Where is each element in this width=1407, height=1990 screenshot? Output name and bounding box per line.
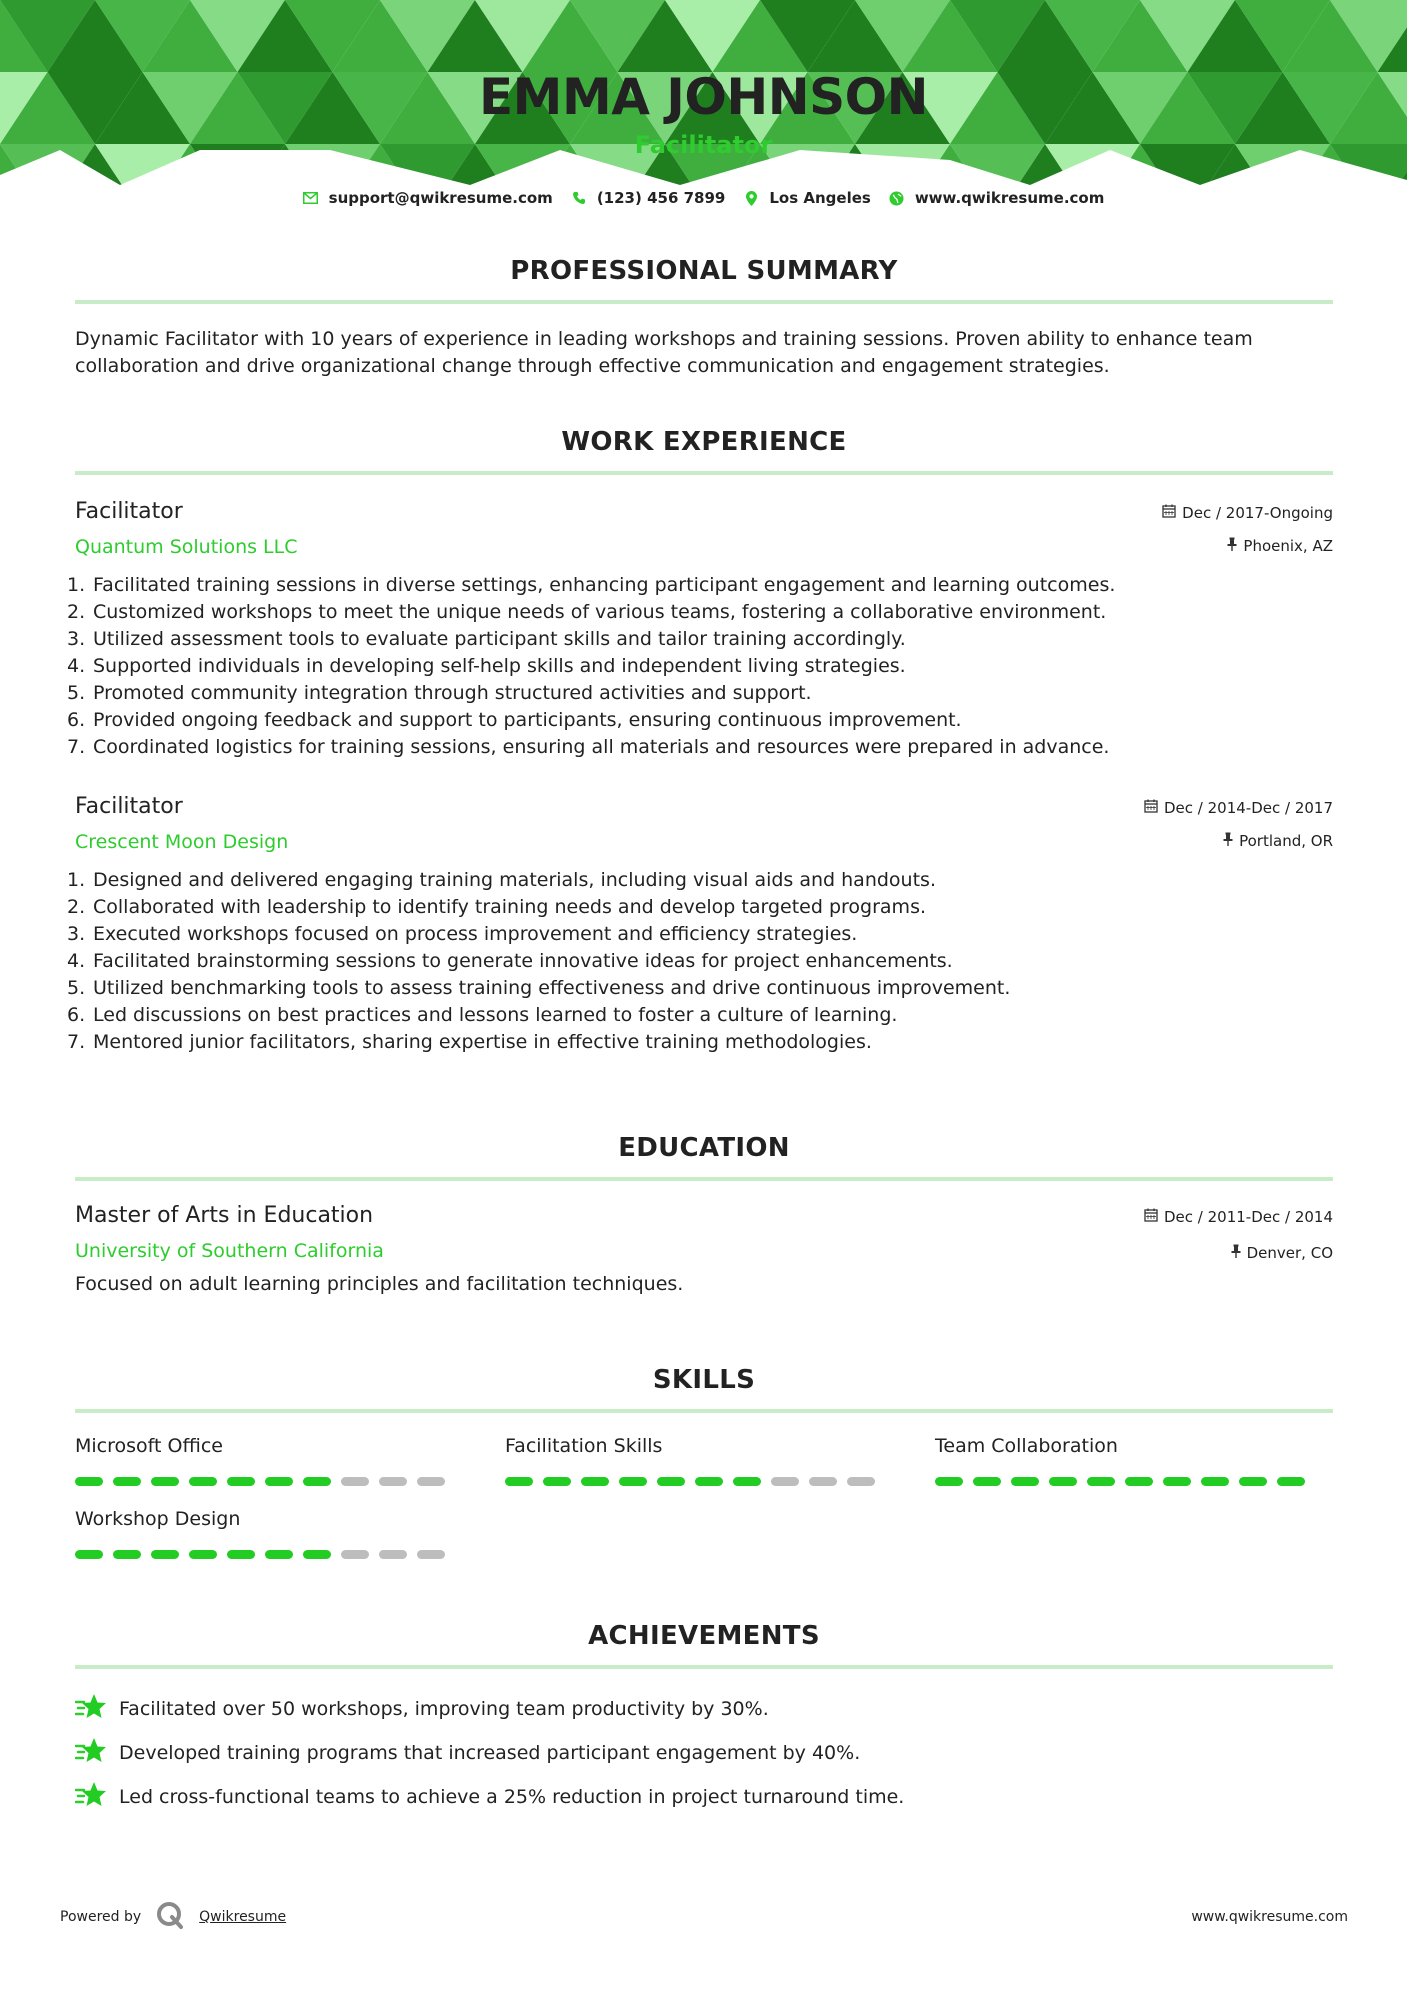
bullet-text: Promoted community integration through structured activities and support. [93, 682, 812, 704]
calendar-icon [1144, 799, 1158, 817]
bullet-text: Utilized assessment tools to evaluate participant skills and tailor training accordingly. [93, 628, 906, 650]
job-bullet-item [67, 921, 1333, 948]
skill-dash-filled [581, 1477, 609, 1486]
education-dates-text: Dec / 2011-Dec / 2014 [1164, 1208, 1333, 1226]
location-text: Los Angeles [769, 189, 871, 207]
bullet-text: Executed workshops focused on process improvement and efficiency strategies. [93, 923, 858, 945]
bullet-number: 3. [67, 628, 86, 650]
star-icon [75, 1736, 107, 1770]
bullet-text: Mentored junior facilitators, sharing expertise in effective training methodologies. [93, 1031, 872, 1053]
skill-name: Workshop Design [75, 1508, 241, 1530]
skill-dash-empty [341, 1550, 369, 1559]
skill-dash-filled [1125, 1477, 1153, 1486]
skill-dash-filled [973, 1477, 1001, 1486]
job-dates [1144, 798, 1333, 818]
pushpin-icon [1223, 832, 1233, 850]
bullet-number: 3. [67, 923, 86, 945]
education-header [75, 1203, 1333, 1263]
calendar-icon [1144, 1208, 1158, 1226]
bullet-text: Supported individuals in developing self-help skills and independent living strategies. [93, 655, 906, 677]
pushpin-icon [1227, 537, 1237, 555]
section-divider [75, 300, 1333, 304]
job-meta [1144, 794, 1333, 851]
job-company: Crescent Moon Design [75, 831, 289, 853]
job-location-text: Phoenix, AZ [1243, 537, 1333, 555]
bullet-number: 7. [67, 736, 86, 758]
skill-dash-filled [619, 1477, 647, 1486]
experience-section [67, 427, 1333, 1056]
achievement-item [75, 1687, 1333, 1731]
bullet-number: 4. [67, 950, 86, 972]
skill-level-bar [935, 1477, 1333, 1486]
envelope-icon [303, 192, 319, 204]
skill-dash-filled [695, 1477, 723, 1486]
candidate-title: Facilitator [634, 131, 773, 159]
bullet-text: Coordinated logistics for training sessions, ensuring all materials and resources were prepared in advance. [93, 736, 1110, 758]
skill-dash-empty [341, 1477, 369, 1486]
powered-by-label: Powered by [60, 1909, 142, 1925]
bullet-number: 7. [67, 1031, 86, 1053]
education-meta [1144, 1203, 1333, 1263]
job-dates [1162, 503, 1333, 523]
bullet-number: 4. [67, 655, 86, 677]
skills-heading: SKILLS [652, 1365, 756, 1395]
footer [60, 1900, 1348, 1934]
achievement-item [75, 1731, 1333, 1775]
skill-dash-filled [505, 1477, 533, 1486]
qwikresume-logo-icon [155, 1900, 185, 1934]
job-title: Facilitator [75, 499, 183, 524]
job-bullet-item [67, 626, 1333, 653]
job-bullet-item [67, 1029, 1333, 1056]
education-location [1144, 1243, 1333, 1263]
achievement-text: Facilitated over 50 workshops, improving team productivity by 30%. [119, 1698, 769, 1720]
phone-icon [571, 191, 587, 205]
job-title: Facilitator [75, 794, 183, 819]
skill-dash-empty [379, 1550, 407, 1559]
skill-dash-empty [771, 1477, 799, 1486]
education-location-text: Denver, CO [1246, 1244, 1333, 1262]
bullet-text: Collaborated with leadership to identify training needs and develop targeted programs. [93, 896, 927, 918]
education-description: Focused on adult learning principles and facilitation techniques. [75, 1273, 684, 1295]
achievements-section [75, 1621, 1333, 1819]
job-bullet-item [67, 867, 1333, 894]
job-location [1162, 536, 1333, 556]
skill-dash-filled [1049, 1477, 1077, 1486]
job-location [1144, 831, 1333, 851]
education-dates [1144, 1207, 1333, 1227]
skill-dash-filled [1277, 1477, 1305, 1486]
skill-item [505, 1435, 935, 1486]
skill-dash-filled [151, 1550, 179, 1559]
skill-level-bar [505, 1477, 935, 1486]
skill-dash-filled [303, 1550, 331, 1559]
bullet-text: Designed and delivered engaging training materials, including visual aids and handouts. [93, 869, 936, 891]
job-header [75, 794, 1333, 853]
skill-level-bar [75, 1550, 505, 1559]
skill-dash-filled [265, 1550, 293, 1559]
skill-dash-filled [303, 1477, 331, 1486]
skill-dash-filled [733, 1477, 761, 1486]
bullet-text: Facilitated training sessions in diverse settings, enhancing participant engagement and learning outcomes. [93, 574, 1116, 596]
skill-item [75, 1435, 505, 1486]
skill-dash-filled [1239, 1477, 1267, 1486]
school-name: University of Southern California [75, 1240, 384, 1262]
job-bullet-item [67, 948, 1333, 975]
job-entry [67, 794, 1333, 1056]
map-marker-icon [743, 191, 759, 206]
contact-location [743, 189, 870, 207]
section-divider [75, 1177, 1333, 1181]
skill-dash-filled [151, 1477, 179, 1486]
skill-dash-empty [847, 1477, 875, 1486]
bullet-text: Facilitated brainstorming sessions to generate innovative ideas for project enhancements. [93, 950, 953, 972]
skill-dash-filled [1011, 1477, 1039, 1486]
skill-item [75, 1508, 505, 1559]
section-divider [75, 1409, 1333, 1413]
skill-dash-filled [75, 1477, 103, 1486]
contact-website[interactable] [889, 189, 1105, 207]
bullet-number: 1. [67, 574, 86, 596]
skill-dash-empty [809, 1477, 837, 1486]
skill-dash-filled [227, 1550, 255, 1559]
achievements-list [75, 1687, 1333, 1819]
resume-header [0, 70, 1407, 159]
bullet-number: 6. [67, 709, 86, 731]
skill-dash-empty [417, 1550, 445, 1559]
qwikresume-link[interactable]: Qwikresume [199, 1909, 287, 1925]
skill-dash-filled [1163, 1477, 1191, 1486]
job-bullet-item [67, 572, 1333, 599]
degree-title: Master of Arts in Education [75, 1203, 374, 1228]
skill-dash-filled [113, 1477, 141, 1486]
skills-grid [75, 1435, 1333, 1559]
summary-heading: PROFESSIONAL SUMMARY [510, 256, 898, 286]
skill-name: Team Collaboration [935, 1435, 1118, 1457]
skill-dash-filled [1087, 1477, 1115, 1486]
job-entry [67, 499, 1333, 761]
skill-dash-filled [1201, 1477, 1229, 1486]
skill-dash-filled [543, 1477, 571, 1486]
job-meta [1162, 499, 1333, 556]
candidate-name: EMMA JOHNSON [479, 68, 928, 126]
skill-item [935, 1435, 1333, 1486]
skill-dash-filled [189, 1550, 217, 1559]
experience-heading: WORK EXPERIENCE [561, 427, 847, 457]
footer-website[interactable]: www.qwikresume.com [1191, 1909, 1348, 1925]
job-bullet-item [67, 734, 1333, 761]
job-bullet-item [67, 653, 1333, 680]
skill-dash-empty [379, 1477, 407, 1486]
job-company: Quantum Solutions LLC [75, 536, 298, 558]
achievements-heading: ACHIEVEMENTS [588, 1621, 820, 1651]
email-text: support@qwikresume.com [328, 189, 553, 207]
phone-text: (123) 456 7899 [596, 189, 726, 207]
contact-bar [0, 189, 1407, 207]
skill-dash-filled [265, 1477, 293, 1486]
skill-dash-filled [75, 1550, 103, 1559]
education-heading: EDUCATION [618, 1133, 790, 1163]
star-icon [75, 1692, 107, 1726]
job-bullet-item [67, 975, 1333, 1002]
summary-line: Dynamic Facilitator with 10 years of experience in leading workshops and training sessions. Proven ability to enhance team [75, 328, 1253, 350]
skill-dash-filled [227, 1477, 255, 1486]
bullet-text: Led discussions on best practices and lessons learned to foster a culture of learning. [93, 1004, 898, 1026]
contact-phone[interactable] [571, 189, 726, 207]
job-header [75, 499, 1333, 558]
skill-dash-filled [935, 1477, 963, 1486]
skill-dash-filled [189, 1477, 217, 1486]
skill-dash-filled [657, 1477, 685, 1486]
skill-name: Facilitation Skills [505, 1435, 663, 1457]
bullet-number: 1. [67, 869, 86, 891]
bullet-text: Provided ongoing feedback and support to participants, ensuring continuous improvement. [93, 709, 962, 731]
star-icon [75, 1780, 107, 1814]
bullet-number: 6. [67, 1004, 86, 1026]
bullet-text: Utilized benchmarking tools to assess training effectiveness and drive continuous improvement. [93, 977, 1011, 999]
summary-section [75, 256, 1333, 380]
job-bullet-item [67, 707, 1333, 734]
job-bullet-item [67, 680, 1333, 707]
job-bullet-item [67, 599, 1333, 626]
bullet-number: 5. [67, 682, 86, 704]
website-text: www.qwikresume.com [914, 189, 1105, 207]
section-divider [75, 1665, 1333, 1669]
achievement-text: Developed training programs that increased participant engagement by 40%. [119, 1742, 861, 1764]
globe-icon [889, 191, 905, 206]
section-divider [75, 471, 1333, 475]
job-dates-text: Dec / 2014-Dec / 2017 [1164, 799, 1333, 817]
skill-name: Microsoft Office [75, 1435, 223, 1457]
summary-text [75, 326, 1333, 380]
summary-line: collaboration and drive organizational change through effective communication and engagement strategies. [75, 355, 1110, 377]
bullet-number: 2. [67, 601, 86, 623]
job-bullets [67, 572, 1333, 761]
skills-section [75, 1365, 1333, 1559]
job-bullet-item [67, 894, 1333, 921]
bullet-number: 2. [67, 896, 86, 918]
skill-dash-filled [113, 1550, 141, 1559]
job-bullets [67, 867, 1333, 1056]
pushpin-icon [1231, 1244, 1241, 1262]
skill-level-bar [75, 1477, 505, 1486]
bullet-number: 5. [67, 977, 86, 999]
skill-dash-empty [417, 1477, 445, 1486]
job-dates-text: Dec / 2017-Ongoing [1182, 504, 1333, 522]
powered-by [60, 1900, 286, 1934]
job-bullet-item [67, 1002, 1333, 1029]
bullet-text: Customized workshops to meet the unique needs of various teams, fostering a collaborative environment. [93, 601, 1107, 623]
education-section [75, 1133, 1333, 1298]
contact-email[interactable] [303, 189, 553, 207]
achievement-item [75, 1775, 1333, 1819]
calendar-icon [1162, 504, 1176, 522]
job-location-text: Portland, OR [1239, 832, 1333, 850]
achievement-text: Led cross-functional teams to achieve a 25% reduction in project turnaround time. [119, 1786, 905, 1808]
